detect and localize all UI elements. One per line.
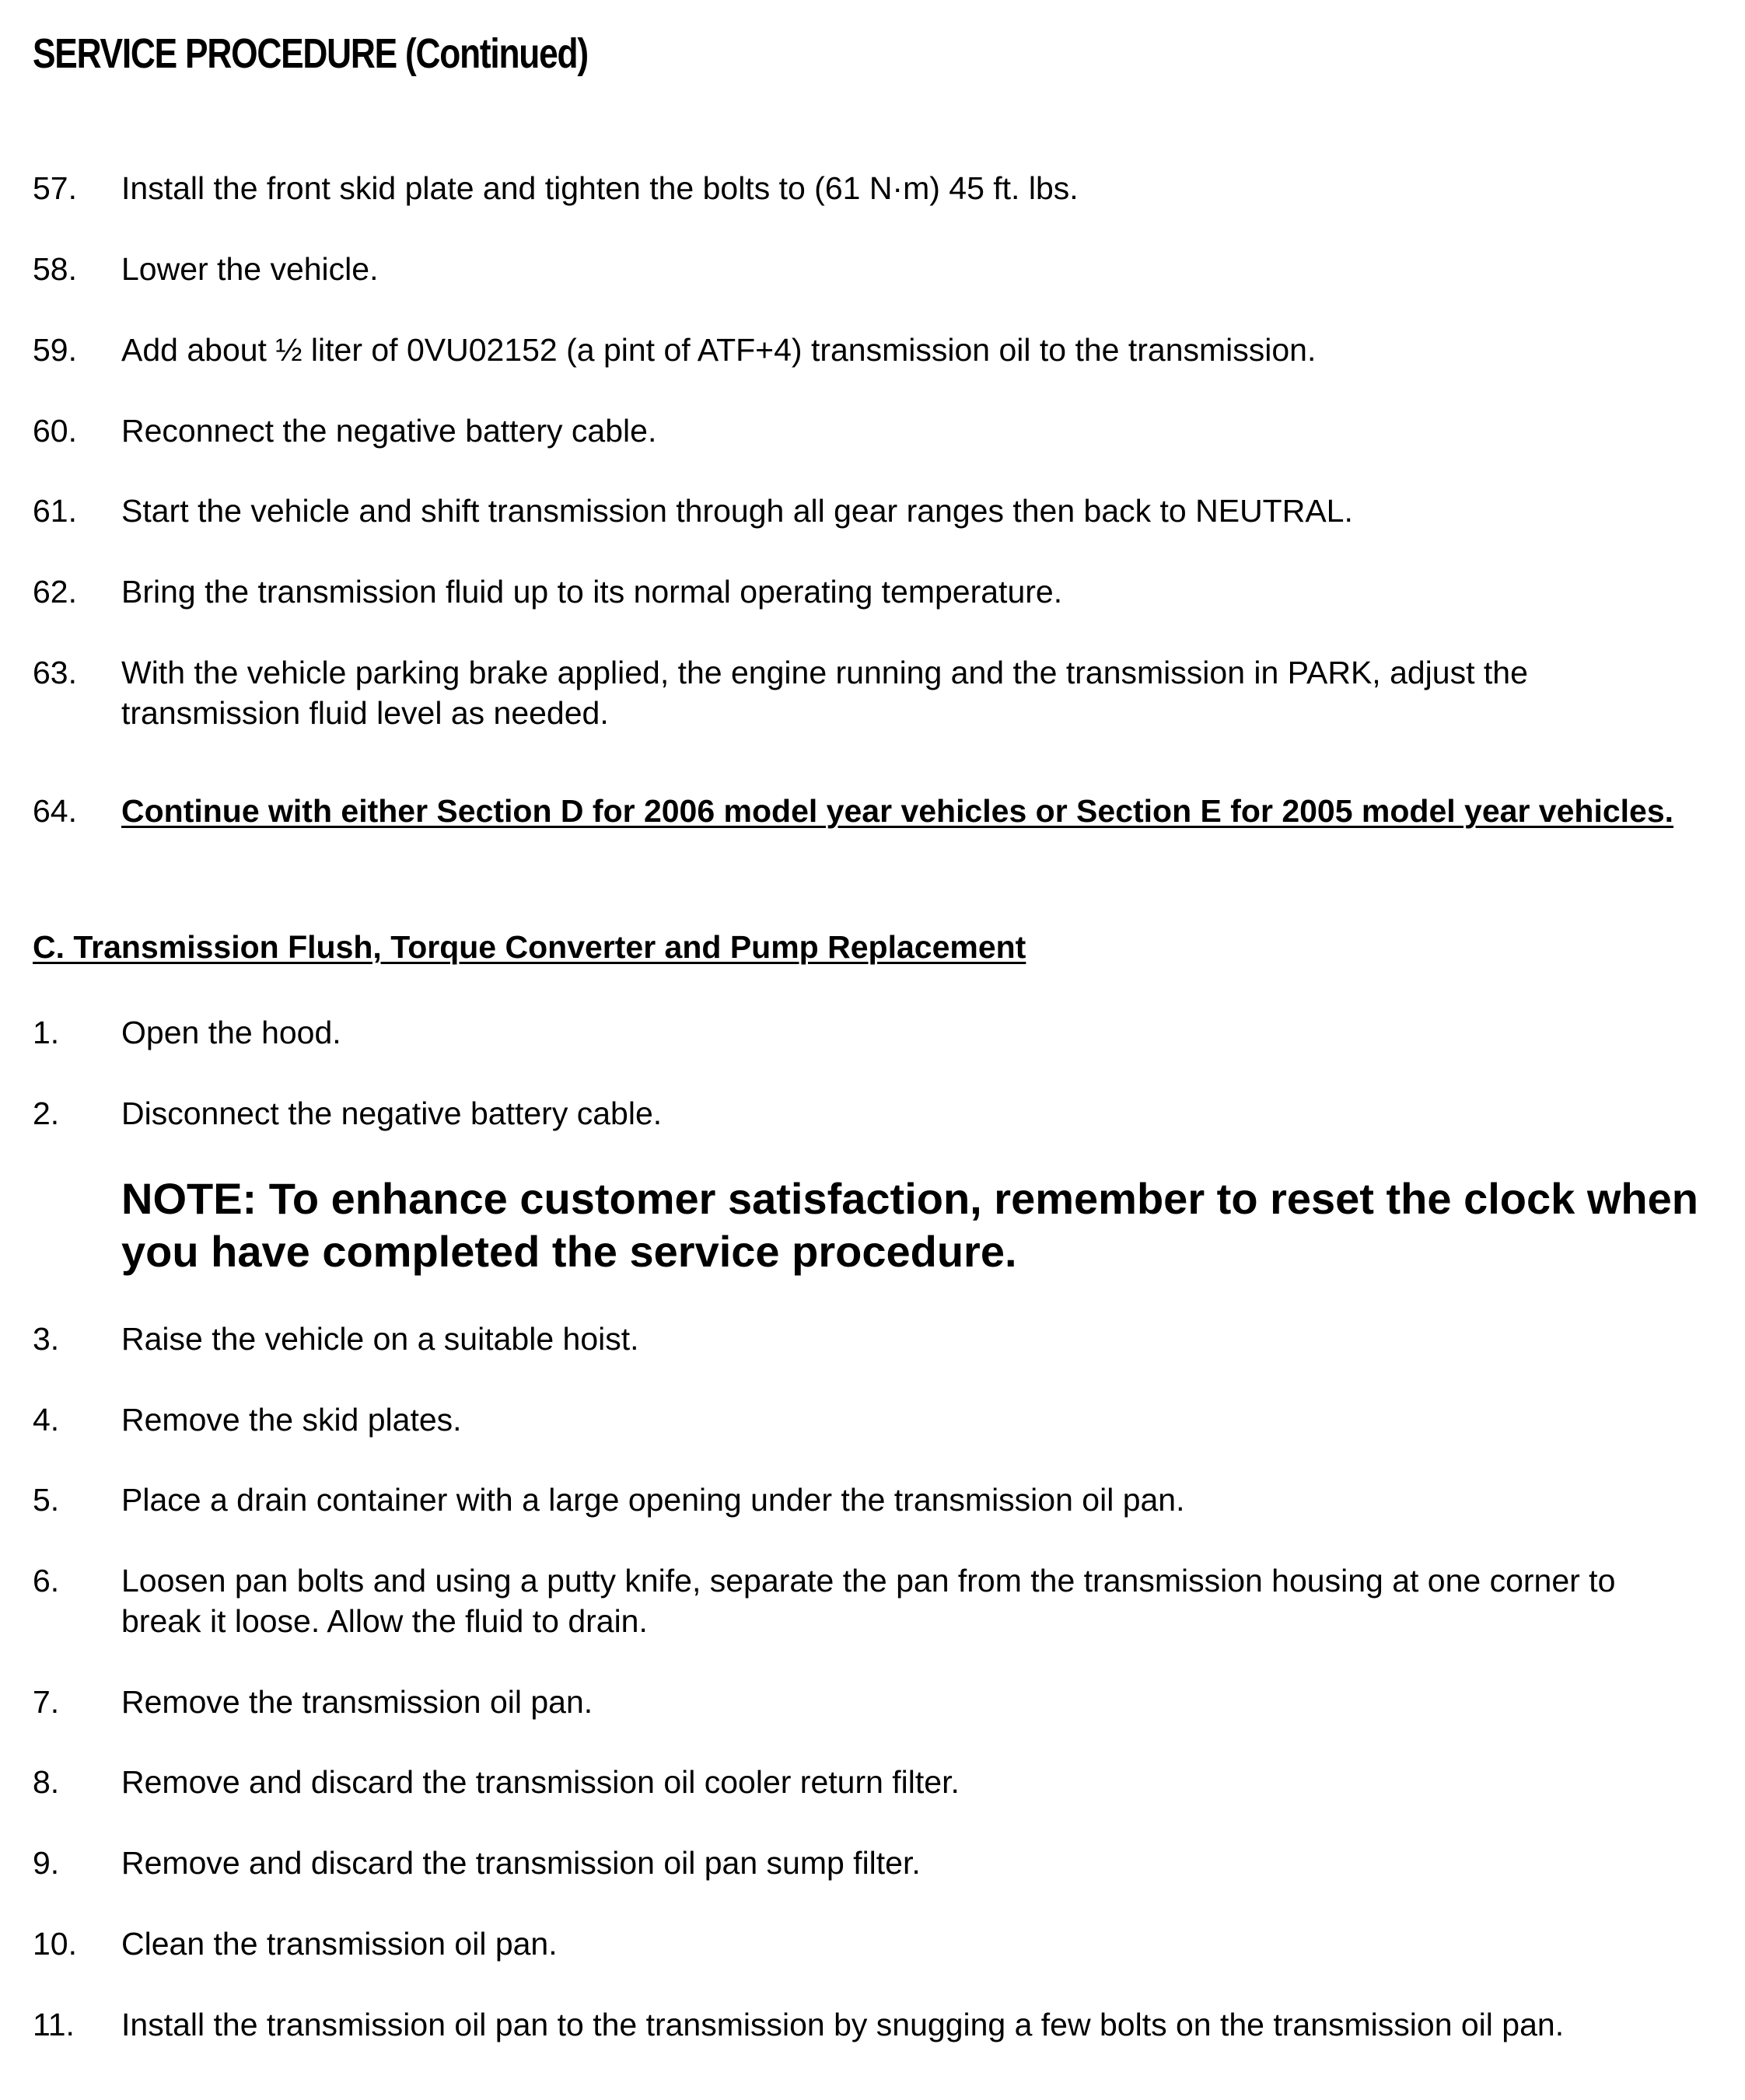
step-text: Reconnect the negative battery cable. bbox=[121, 413, 657, 449]
step-number: 58. bbox=[33, 251, 77, 287]
step-text-emphasized: Continue with either Section D for 2006 model year vehicles or Section E for 2005 model year vehicles. bbox=[121, 793, 1674, 829]
step-number: 11. bbox=[33, 2007, 75, 2042]
step-number: 59. bbox=[33, 332, 77, 368]
step-text: With the vehicle parking brake applied, the engine running and the transmission in PARK, adjust the transmission fluid level as needed. bbox=[121, 655, 1528, 731]
step-text: Add about ½ liter of 0VU02152 (a pint of ATF+4) transmission oil to the transmission. bbox=[121, 332, 1317, 368]
step-text: Raise the vehicle on a suitable hoist. bbox=[121, 1321, 639, 1357]
note: NOTE: To enhance customer satisfaction, remember to reset the clock when you have completed the service procedure. bbox=[121, 1174, 1698, 1276]
step-number: 10. bbox=[33, 1926, 77, 1962]
step-number: 5. bbox=[33, 1482, 60, 1518]
step-number: 9. bbox=[33, 1845, 60, 1881]
step-number: 61. bbox=[33, 493, 77, 529]
step-number: 4. bbox=[33, 1402, 60, 1438]
page-title: SERVICE PROCEDURE (Continued) bbox=[33, 30, 588, 77]
step-text: Open the hood. bbox=[121, 1015, 341, 1050]
step-number: 8. bbox=[33, 1764, 60, 1800]
step-number: 57. bbox=[33, 170, 77, 206]
step-number: 63. bbox=[33, 655, 77, 690]
step-text: Start the vehicle and shift transmission through all gear ranges then back to NEUTRAL. bbox=[121, 493, 1353, 529]
step-number: 2. bbox=[33, 1095, 60, 1131]
step-number: 6. bbox=[33, 1563, 60, 1599]
step-number: 62. bbox=[33, 574, 77, 610]
step-text: Loosen pan bolts and using a putty knife, separate the pan from the transmission housing at one corner to break it loose. Allow the fluid to drain. bbox=[121, 1563, 1616, 1639]
step-text: Place a drain container with a large opening under the transmission oil pan. bbox=[121, 1482, 1185, 1518]
step-number: 7. bbox=[33, 1684, 60, 1720]
section-heading: C. Transmission Flush, Torque Converter and Pump Replacement bbox=[33, 929, 1026, 965]
step-text: Disconnect the negative battery cable. bbox=[121, 1095, 663, 1131]
step-number: 3. bbox=[33, 1321, 60, 1357]
step-number: 60. bbox=[33, 413, 77, 449]
step-text: Remove and discard the transmission oil cooler return filter. bbox=[121, 1764, 960, 1800]
step-text: Install the transmission oil pan to the transmission by snugging a few bolts on the transmission oil pan. bbox=[121, 2007, 1565, 2042]
step-text: Remove the transmission oil pan. bbox=[121, 1684, 593, 1720]
step-text: Remove and discard the transmission oil pan sump filter. bbox=[121, 1845, 921, 1881]
step-text: Remove the skid plates. bbox=[121, 1402, 462, 1438]
step-number: 1. bbox=[33, 1015, 60, 1050]
step-text: Install the front skid plate and tighten the bolts to (61 N·m) 45 ft. lbs. bbox=[121, 170, 1079, 206]
step-text: Clean the transmission oil pan. bbox=[121, 1926, 558, 1962]
step-text: Bring the transmission fluid up to its normal operating temperature. bbox=[121, 574, 1063, 610]
step-number: 64. bbox=[33, 793, 77, 829]
step-text: Lower the vehicle. bbox=[121, 251, 379, 287]
